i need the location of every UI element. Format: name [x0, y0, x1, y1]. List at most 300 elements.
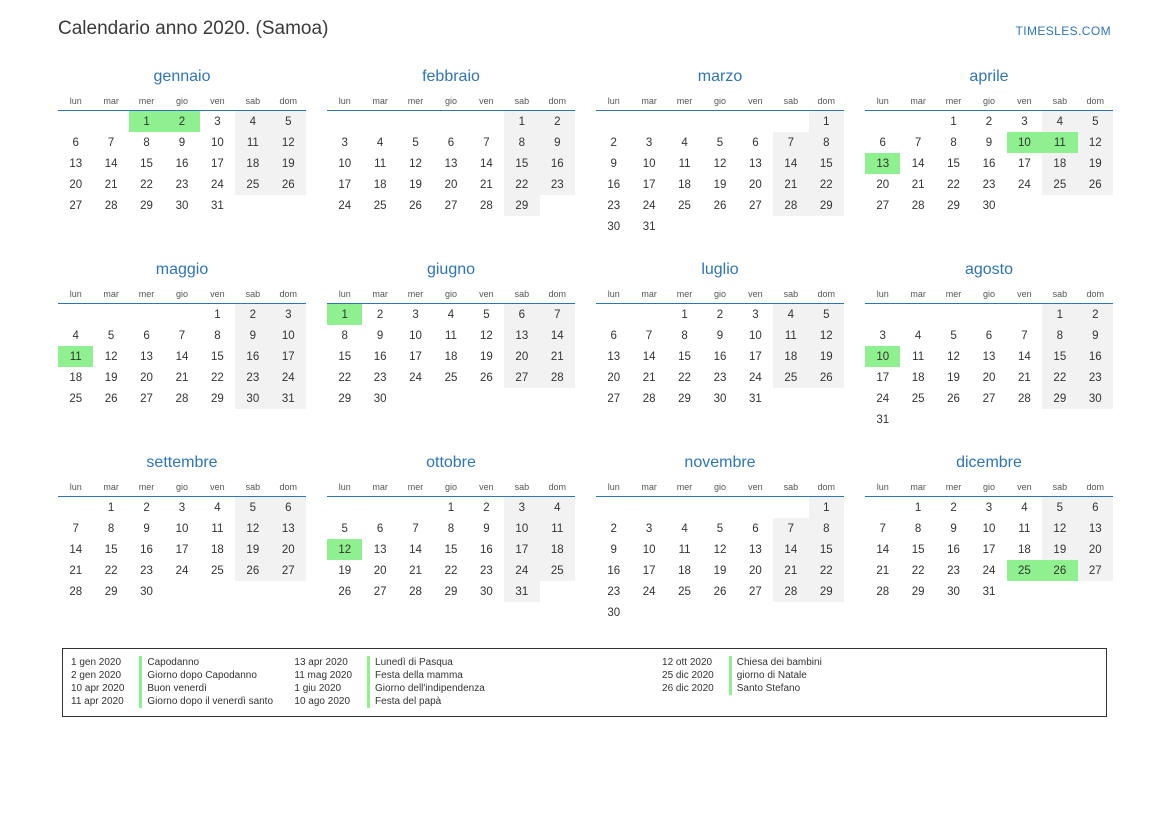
week-row — [58, 111, 306, 133]
day-cell: 17 — [876, 371, 890, 384]
day-cell: 24 — [175, 564, 189, 577]
day-cell: 18 — [235, 153, 270, 174]
day-cell: 6 — [271, 497, 306, 519]
day-cell: 14 — [911, 157, 925, 170]
day-cell: 20 — [271, 539, 306, 560]
week-row — [327, 581, 575, 602]
week-row — [58, 518, 306, 539]
day-cell: 23 — [713, 371, 727, 384]
month-table — [327, 287, 575, 409]
day-cell: 3 — [879, 329, 886, 342]
day-cell: 26 — [1078, 174, 1113, 195]
day-cell: 23 — [175, 178, 189, 191]
week-row — [58, 367, 306, 388]
empty-cell — [469, 388, 504, 409]
day-cell: 24 — [642, 199, 656, 212]
day-cell: 2 — [376, 308, 384, 321]
weekday-lun: lun — [865, 94, 900, 111]
empty-cell — [200, 581, 235, 602]
empty-cell — [93, 111, 128, 133]
day-cell: 29 — [338, 392, 352, 405]
month-table — [58, 480, 306, 602]
month-table — [58, 287, 306, 409]
week-row — [327, 497, 575, 519]
day-cell: 27 — [607, 392, 621, 405]
legend-date: 10 ago 2020 — [294, 696, 351, 707]
day-cell: 27 — [373, 585, 387, 598]
day-cell: 15 — [678, 350, 691, 363]
day-cell: 29 — [947, 199, 960, 212]
week-row — [596, 111, 844, 133]
day-cell: 24 — [749, 371, 762, 384]
day-cell: 4 — [214, 501, 221, 514]
week-row — [327, 132, 575, 153]
weekday-header-row — [596, 94, 844, 111]
empty-cell — [58, 304, 93, 326]
weekday-gio: gio — [433, 94, 468, 111]
day-cell: 1 — [447, 501, 455, 514]
weekday-mar: mar — [362, 480, 397, 497]
day-cell: 3 — [178, 501, 186, 514]
day-cell: 28 — [69, 585, 83, 598]
empty-cell — [865, 497, 900, 519]
day-cell: 27 — [876, 199, 890, 212]
week-row — [596, 367, 844, 388]
weekday-ven: ven — [738, 480, 773, 497]
legend-holiday-name: Giorno dopo Capodanno — [139, 669, 294, 682]
day-cell: 7 — [879, 522, 886, 535]
month-aprile — [865, 68, 1113, 237]
day-cell: 25 — [235, 174, 270, 195]
empty-cell — [667, 216, 702, 237]
day-cell: 7 — [178, 329, 186, 342]
day-cell: 2 — [610, 136, 617, 149]
day-cell: 16 — [235, 346, 270, 367]
day-cell: 21 — [773, 560, 808, 581]
empty-cell — [1007, 304, 1042, 326]
day-cell: 14 — [104, 157, 118, 170]
empty-cell — [809, 216, 844, 237]
legend-names — [362, 656, 662, 708]
weekday-mer: mer — [667, 287, 702, 304]
day-cell-holiday: 10 — [865, 346, 900, 367]
weekday-ven: ven — [738, 94, 773, 111]
day-cell: 14 — [773, 539, 808, 560]
empty-cell — [773, 216, 808, 237]
day-cell: 24 — [504, 560, 539, 581]
day-cell: 2 — [1078, 304, 1113, 326]
month-table — [596, 94, 844, 237]
day-cell: 20 — [607, 371, 621, 384]
weekday-sab: sab — [504, 94, 539, 111]
weekday-lun: lun — [327, 480, 362, 497]
week-row — [596, 518, 844, 539]
day-cell: 30 — [1078, 388, 1113, 409]
day-cell: 23 — [607, 585, 621, 598]
weekday-gio: gio — [164, 480, 199, 497]
day-cell: 14 — [642, 350, 656, 363]
day-cell: 31 — [982, 585, 996, 598]
legend-date: 26 dic 2020 — [662, 683, 714, 694]
day-cell: 12 — [947, 350, 960, 363]
day-cell: 17 — [982, 543, 996, 556]
weekday-ven: ven — [1007, 480, 1042, 497]
day-cell: 25 — [540, 560, 575, 581]
day-cell: 8 — [107, 522, 115, 535]
week-row — [865, 581, 1113, 602]
legend-holiday-name: giorno di Natale — [729, 669, 954, 682]
day-cell: 28 — [540, 367, 575, 388]
legend-dates — [294, 656, 352, 708]
day-cell: 8 — [341, 329, 348, 342]
weekday-dom: dom — [540, 287, 575, 304]
day-cell: 8 — [914, 522, 922, 535]
month-table — [596, 287, 844, 409]
day-cell: 15 — [947, 157, 960, 170]
weekday-lun: lun — [58, 94, 93, 111]
day-cell: 28 — [911, 199, 925, 212]
weekday-lun: lun — [596, 94, 631, 111]
day-cell: 3 — [504, 497, 539, 519]
day-cell: 16 — [373, 350, 387, 363]
day-cell: 27 — [271, 560, 306, 581]
day-cell: 14 — [773, 153, 808, 174]
day-cell: 29 — [104, 585, 118, 598]
day-cell: 5 — [341, 522, 348, 535]
day-cell: 6 — [752, 522, 759, 535]
day-cell: 27 — [982, 392, 996, 405]
week-row — [58, 346, 306, 367]
day-cell: 16 — [540, 153, 575, 174]
day-cell: 11 — [211, 522, 224, 535]
day-cell: 1 — [809, 111, 844, 133]
weekday-mer: mer — [398, 287, 433, 304]
weekday-ven: ven — [738, 287, 773, 304]
day-cell: 26 — [104, 392, 118, 405]
legend-date: 11 apr 2020 — [71, 696, 124, 707]
day-cell: 21 — [480, 178, 493, 191]
empty-cell — [738, 111, 773, 133]
day-cell: 11 — [1018, 522, 1031, 535]
day-cell: 4 — [72, 329, 79, 342]
day-cell: 21 — [1018, 371, 1031, 384]
day-cell: 26 — [713, 199, 727, 212]
day-cell: 29 — [911, 585, 925, 598]
weekday-lun: lun — [865, 287, 900, 304]
empty-cell — [900, 304, 935, 326]
legend-holiday-name: Lunedì di Pasqua — [367, 656, 662, 669]
weekday-header-row — [865, 480, 1113, 497]
day-cell: 1 — [1042, 304, 1077, 326]
day-cell: 20 — [69, 178, 83, 191]
day-cell: 17 — [338, 178, 352, 191]
day-cell: 10 — [642, 543, 656, 556]
day-cell: 9 — [376, 329, 384, 342]
weekday-ven: ven — [1007, 94, 1042, 111]
day-cell: 13 — [271, 518, 306, 539]
legend-holiday-name: Giorno dell'indipendenza — [367, 682, 662, 695]
day-cell: 12 — [480, 329, 493, 342]
week-row — [596, 388, 844, 409]
day-cell: 31 — [271, 388, 306, 409]
month-table — [865, 94, 1113, 216]
week-row — [58, 539, 306, 560]
day-cell: 3 — [412, 308, 419, 321]
legend-holiday-name: Capodanno — [139, 656, 294, 669]
empty-cell — [1078, 409, 1113, 430]
week-row — [865, 409, 1113, 430]
empty-cell — [1042, 195, 1077, 216]
week-row — [596, 304, 844, 326]
day-cell: 13 — [749, 157, 762, 170]
weekday-mer: mer — [936, 94, 971, 111]
weekday-ven: ven — [469, 287, 504, 304]
empty-cell — [773, 497, 808, 519]
day-cell: 3 — [341, 136, 348, 149]
day-cell: 10 — [211, 136, 224, 149]
week-row — [865, 304, 1113, 326]
day-cell: 19 — [409, 178, 422, 191]
day-cell: 20 — [373, 564, 387, 577]
week-row — [865, 174, 1113, 195]
weekday-gio: gio — [702, 287, 737, 304]
day-cell: 7 — [1021, 329, 1028, 342]
weekday-sab: sab — [235, 480, 270, 497]
day-cell: 24 — [642, 585, 656, 598]
day-cell: 3 — [752, 308, 759, 321]
day-cell: 19 — [947, 371, 960, 384]
weekday-gio: gio — [702, 480, 737, 497]
weekday-sab: sab — [1042, 480, 1077, 497]
weekday-header-row — [58, 94, 306, 111]
week-row — [327, 346, 575, 367]
empty-cell — [164, 304, 199, 326]
empty-cell — [540, 195, 575, 216]
day-cell: 18 — [678, 564, 691, 577]
day-cell: 1 — [214, 308, 221, 321]
day-cell: 7 — [412, 522, 419, 535]
day-cell: 18 — [1042, 153, 1077, 174]
weekday-header-row — [596, 287, 844, 304]
day-cell: 22 — [1042, 367, 1077, 388]
weekday-ven: ven — [469, 480, 504, 497]
weekday-sab: sab — [235, 287, 270, 304]
week-row — [596, 216, 844, 237]
empty-cell — [469, 111, 504, 133]
month-name: marzo — [697, 68, 743, 85]
empty-cell — [362, 111, 397, 133]
week-row — [596, 132, 844, 153]
day-cell: 6 — [752, 136, 759, 149]
day-cell: 9 — [483, 522, 490, 535]
day-cell: 5 — [716, 522, 724, 535]
empty-cell — [271, 195, 306, 216]
legend-date: 2 gen 2020 — [71, 670, 122, 681]
weekday-mar: mar — [631, 94, 666, 111]
day-cell: 31 — [749, 392, 762, 405]
day-cell: 8 — [681, 329, 688, 342]
day-cell: 25 — [1042, 174, 1077, 195]
weekday-mer: mer — [398, 94, 433, 111]
weekday-dom: dom — [809, 94, 844, 111]
empty-cell — [773, 602, 808, 623]
day-cell: 18 — [678, 178, 691, 191]
day-cell: 6 — [447, 136, 455, 149]
weekday-dom: dom — [1078, 480, 1113, 497]
day-cell: 19 — [1042, 539, 1077, 560]
weekday-gio: gio — [164, 287, 199, 304]
day-cell: 5 — [716, 136, 724, 149]
day-cell: 31 — [504, 581, 539, 602]
day-cell: 13 — [504, 325, 539, 346]
weekday-sab: sab — [773, 94, 808, 111]
legend-date: 11 mag 2020 — [294, 670, 353, 681]
day-cell: 7 — [540, 304, 575, 326]
day-cell: 11 — [374, 157, 387, 170]
day-cell: 2 — [540, 111, 575, 133]
day-cell: 4 — [235, 111, 270, 133]
weekday-gio: gio — [433, 480, 468, 497]
weekday-mer: mer — [936, 287, 971, 304]
day-cell: 8 — [504, 132, 539, 153]
day-cell-holiday: 25 — [1007, 560, 1042, 581]
day-cell: 3 — [985, 501, 993, 514]
day-cell: 19 — [713, 564, 727, 577]
day-cell-holiday: 11 — [1042, 132, 1077, 153]
empty-cell — [631, 111, 666, 133]
day-cell: 26 — [809, 367, 844, 388]
day-cell: 12 — [409, 157, 422, 170]
day-cell: 9 — [1078, 325, 1113, 346]
day-cell: 11 — [235, 132, 270, 153]
day-cell: 21 — [876, 564, 890, 577]
empty-cell — [865, 111, 900, 133]
day-cell: 12 — [809, 325, 844, 346]
day-cell: 5 — [107, 329, 115, 342]
day-cell: 4 — [1042, 111, 1077, 133]
day-cell: 4 — [773, 304, 808, 326]
empty-cell — [631, 602, 666, 623]
empty-cell — [809, 388, 844, 409]
empty-cell — [702, 216, 737, 237]
day-cell: 23 — [607, 199, 621, 212]
weekday-header-row — [865, 287, 1113, 304]
empty-cell — [738, 216, 773, 237]
month-table — [327, 480, 575, 602]
day-cell: 13 — [444, 157, 458, 170]
week-row — [327, 195, 575, 216]
day-cell: 21 — [773, 174, 808, 195]
empty-cell — [1007, 195, 1042, 216]
day-cell: 8 — [143, 136, 150, 149]
weekday-sab: sab — [235, 94, 270, 111]
legend-date: 12 ott 2020 — [662, 657, 713, 668]
week-row — [58, 174, 306, 195]
week-row — [596, 581, 844, 602]
empty-cell — [702, 111, 737, 133]
day-cell: 1 — [950, 115, 957, 128]
month-table — [865, 480, 1113, 602]
empty-cell — [702, 497, 737, 519]
empty-cell — [773, 111, 808, 133]
week-row — [865, 195, 1113, 216]
day-cell: 19 — [1078, 153, 1113, 174]
day-cell: 11 — [912, 350, 925, 363]
day-cell: 8 — [809, 518, 844, 539]
empty-cell — [809, 602, 844, 623]
day-cell: 10 — [409, 329, 422, 342]
month-table — [58, 94, 306, 216]
day-cell: 20 — [982, 371, 996, 384]
day-cell: 28 — [1018, 392, 1031, 405]
day-cell: 11 — [540, 518, 575, 539]
day-cell: 24 — [409, 371, 422, 384]
weekday-header-row — [865, 94, 1113, 111]
weekday-ven: ven — [200, 287, 235, 304]
day-cell: 13 — [749, 543, 762, 556]
day-cell: 10 — [504, 518, 539, 539]
weekday-header-row — [327, 480, 575, 497]
day-cell: 7 — [773, 518, 808, 539]
month-name: luglio — [701, 261, 739, 278]
weekday-ven: ven — [469, 94, 504, 111]
weekday-lun: lun — [596, 480, 631, 497]
brand-label: TIMESLES.COM — [1015, 24, 1111, 38]
day-cell: 2 — [610, 522, 617, 535]
day-cell: 28 — [642, 392, 656, 405]
day-cell: 17 — [409, 350, 422, 363]
day-cell: 12 — [104, 350, 118, 363]
day-cell: 4 — [681, 522, 688, 535]
legend-holiday-name: Festa del papà — [367, 695, 662, 708]
empty-cell — [667, 602, 702, 623]
day-cell: 21 — [409, 564, 422, 577]
empty-cell — [433, 111, 468, 133]
day-cell: 21 — [911, 178, 925, 191]
day-cell: 26 — [713, 585, 727, 598]
week-row — [596, 174, 844, 195]
day-cell: 9 — [716, 329, 724, 342]
day-cell: 6 — [504, 304, 539, 326]
week-row — [865, 560, 1113, 581]
day-cell: 30 — [713, 392, 727, 405]
day-cell: 27 — [504, 367, 539, 388]
month-name: novembre — [684, 454, 756, 471]
day-cell: 9 — [610, 543, 617, 556]
day-cell: 12 — [271, 132, 306, 153]
legend-date: 1 gen 2020 — [71, 657, 122, 668]
week-row — [58, 581, 306, 602]
week-row — [596, 539, 844, 560]
empty-cell — [58, 111, 93, 133]
month-name: dicembre — [956, 454, 1022, 471]
weekday-header-row — [327, 94, 575, 111]
weekday-mer: mer — [667, 480, 702, 497]
day-cell: 9 — [610, 157, 617, 170]
day-cell: 15 — [338, 350, 352, 363]
day-cell: 29 — [140, 199, 153, 212]
months-grid — [58, 68, 1113, 647]
day-cell: 6 — [610, 329, 617, 342]
day-cell: 11 — [445, 329, 457, 342]
day-cell: 29 — [1042, 388, 1077, 409]
empty-cell — [433, 388, 468, 409]
day-cell: 17 — [211, 157, 224, 170]
day-cell: 30 — [480, 585, 493, 598]
day-cell: 8 — [950, 136, 957, 149]
day-cell: 22 — [809, 560, 844, 581]
day-cell: 30 — [235, 388, 270, 409]
